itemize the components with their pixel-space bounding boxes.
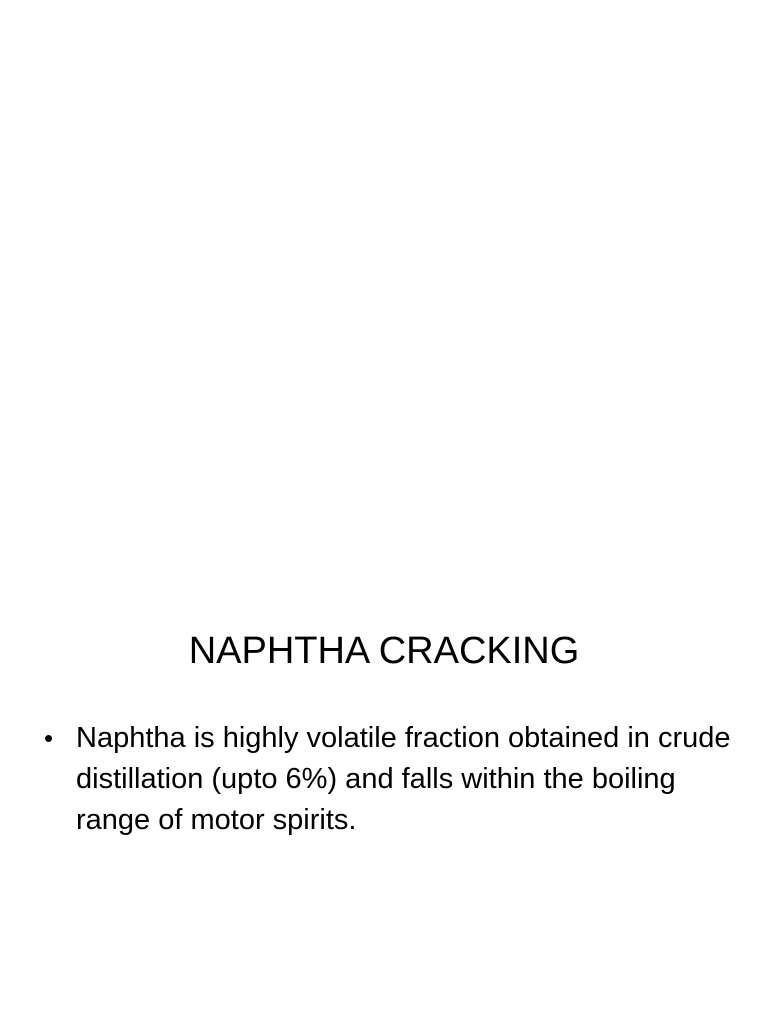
bullet-text: Naphtha is highly volatile fraction obtained in crude distillation (upto 6%) and falls within the boiling range of motor spirits. bbox=[76, 722, 731, 836]
bullet-marker: • bbox=[44, 723, 54, 753]
bullet-item bbox=[44, 718, 744, 841]
bullet-list bbox=[44, 718, 744, 841]
slide-title: NAPHTHA CRACKING bbox=[188, 630, 580, 672]
